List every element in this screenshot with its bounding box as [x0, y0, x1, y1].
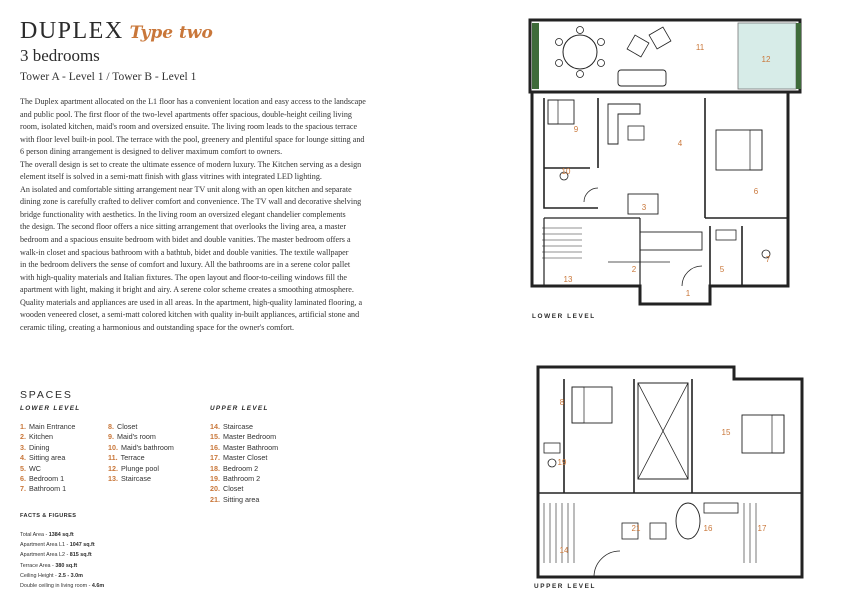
room-label-7: 7: [765, 255, 771, 264]
list-item: 8. Closet: [108, 422, 138, 431]
list-item: 12. Plunge pool: [108, 463, 159, 473]
list-item: 4. Sitting area: [20, 453, 66, 463]
lower-level-plan-drawing: [520, 18, 808, 310]
list-item: 19. Bathroom 2: [210, 474, 261, 484]
title-duplex: DUPLEX: [20, 18, 124, 44]
room-label-15: 15: [721, 428, 731, 437]
upper-level-list: [210, 422, 278, 505]
room-label-6: 6: [753, 187, 759, 196]
room-label-19: 19: [557, 458, 567, 467]
room-label-2: 2: [631, 265, 637, 274]
lower-level-floor-plan: [520, 18, 808, 310]
desc-line: An isolated and comfortable sitting arrangement near TV unit along with an open kitchen and separate: [20, 184, 352, 194]
room-label-17: 17: [757, 524, 767, 533]
planter-left: [532, 23, 539, 89]
room-label-8: 8: [559, 398, 565, 407]
desc-line: dining zone is carefully crafted to deliver comfort and convenience. The TV wall and decorative shelving: [20, 197, 362, 207]
desc-line: with high-quality materials and Italian fixtures. The open layout and floor-to-ceiling windows fill the: [20, 272, 347, 282]
fact-item: Ceiling Height - 2.5 - 3.0m: [20, 572, 83, 579]
desc-line: in the bedroom delivers the sense of comfort and luxury. All the bathrooms are in a serene color pallet: [20, 260, 351, 270]
upper-level-heading: UPPER LEVEL: [210, 405, 269, 412]
desc-line: with floor level built-in pool. The terrace with the pool, greenery and plentiful space for lounge sitting and: [20, 134, 365, 144]
desc-line: and public pool. The first floor of the two-level apartments offer spacious, double-height ceiling living: [20, 109, 352, 119]
page-title: [20, 18, 213, 45]
desc-line: ceramic tiling, creating a harmonious and outstanding space for the owner's comfort.: [20, 322, 295, 332]
desc-line: apartment with light, making it bright and airy. A serene color scheme creates a smoothing atmosphere.: [20, 285, 354, 295]
upper-level-caption: UPPER LEVEL: [534, 583, 596, 590]
list-item: 17. Master Closet: [210, 453, 268, 463]
list-item: 3. Dining: [20, 442, 50, 452]
lower-level-caption: LOWER LEVEL: [532, 313, 596, 320]
list-item: 7. Bathroom 1: [20, 484, 67, 494]
fact-item: Total Area - 1384 sq.ft: [20, 532, 74, 538]
list-item: 5. WC: [20, 463, 41, 473]
towers-line: Tower A - Level 1 / Tower B - Level 1: [20, 71, 197, 83]
list-item: 6. Bedroom 1: [20, 474, 65, 484]
spaces-heading: SPACES: [20, 389, 73, 401]
list-item: 18. Bedroom 2: [210, 463, 259, 473]
room-label-16: 16: [703, 524, 713, 533]
facts-list: [20, 530, 104, 591]
desc-line: bedroom and a spacious ensuite bedroom with bidet and double vanities. The master bedroom offers a: [20, 235, 351, 245]
fact-item: Double ceiling in living room - 4.6m: [20, 583, 105, 590]
desc-line: The overall design is set to create the ultimate essence of modern luxury. The Kitchen serving as a design: [20, 159, 362, 169]
lower-level-list-2: [108, 422, 174, 484]
desc-line: walk-in closet and spacious bathroom with a bathtub, bidet and double vanities. The textile wallpaper: [20, 247, 349, 257]
room-label-11: 11: [695, 43, 705, 52]
desc-line: element itself is solved in a semi-matt finish with glass vitrines with integrated LED lighting.: [20, 172, 322, 182]
desc-line: wooden veneered closet, a semi-matt colored kitchen with quality in-built appliances, artificial stone and: [20, 310, 360, 320]
list-item: 9. Maid's room: [108, 432, 156, 442]
room-label-13: 13: [563, 275, 573, 284]
desc-line: room, isolated kitchen, maid's room and oversized ensuite. The living room leads to the spacious terrace: [20, 122, 358, 132]
list-item: 10. Maid's bathroom: [108, 442, 174, 452]
room-label-4: 4: [677, 139, 683, 148]
list-item: 2. Kitchen: [20, 432, 53, 442]
room-label-3: 3: [641, 203, 647, 212]
room-label-14: 14: [559, 546, 569, 555]
upper-level-floor-plan: [534, 363, 806, 581]
description: [20, 96, 430, 334]
list-item: 11. Terrace: [108, 453, 145, 463]
bedrooms-subtitle: 3 bedrooms: [20, 46, 100, 65]
lower-level-list-1: [20, 422, 75, 495]
desc-line: The Duplex apartment allocated on the L1 floor has a convenient location and easy access to the landscape: [20, 97, 366, 106]
room-label-5: 5: [719, 265, 725, 274]
list-item: 13. Staircase: [108, 474, 151, 484]
list-item: 1. Main Entrance: [20, 422, 76, 431]
room-label-12: 12: [761, 55, 771, 64]
lower-level-heading: LOWER LEVEL: [20, 405, 81, 412]
facts-heading: FACTS & FIGURES: [20, 513, 77, 519]
title-type: Type two: [129, 23, 213, 43]
list-item: 16. Master Bathroom: [210, 442, 279, 452]
fact-item: Apartment Area L2 - 815 sq.ft: [20, 552, 92, 559]
desc-line: 6 person dining arrangement is designed to deliver maximum comfort to owners.: [20, 147, 283, 157]
desc-line: bridge functionality with aesthetics. In the living room an oversized elegant chandelier complements: [20, 209, 346, 219]
list-item: 15. Master Bedroom: [210, 432, 277, 442]
upper-level-plan-drawing: [534, 363, 806, 581]
desc-line: Quality materials and appliances are used in all areas. In the apartment, high-quality laminated flooring, a: [20, 297, 363, 307]
room-label-9: 9: [573, 125, 579, 134]
room-label-21: 21: [631, 524, 641, 533]
desc-line: the design. The second floor offers a nice sitting arrangement that overlooks the living area, a master: [20, 222, 347, 232]
list-item: 20. Closet: [210, 484, 244, 494]
fact-item: Apartment Area L1 - 1047 sq.ft: [20, 542, 95, 549]
list-item: 21. Sitting area: [210, 494, 260, 504]
planter-right: [796, 23, 801, 89]
list-item: 14. Staircase: [210, 422, 253, 431]
room-label-1: 1: [685, 289, 691, 298]
fact-item: Terrace Area - 380 sq.ft: [20, 562, 78, 569]
room-label-10: 10: [561, 167, 571, 176]
